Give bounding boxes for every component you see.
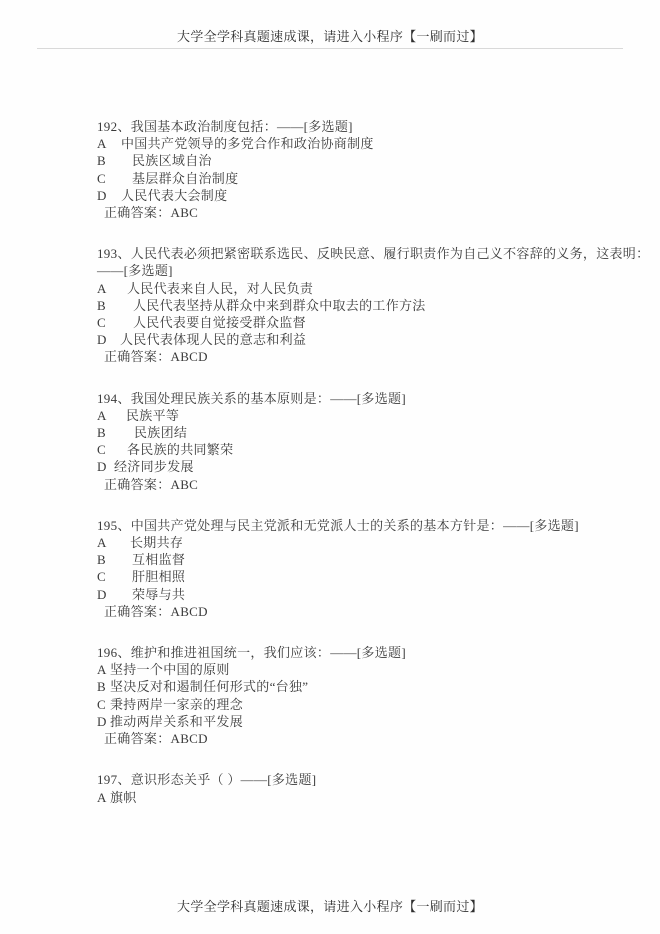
- answer-line: [97, 476, 630, 493]
- question-options: [97, 789, 630, 806]
- question-block: [97, 517, 630, 620]
- option-line: [97, 152, 630, 169]
- question-block: [97, 771, 630, 805]
- option-line: [97, 586, 630, 603]
- option-line: [97, 534, 630, 551]
- question-stem-line: 197、意识形态关乎（ ）——[多选题]: [97, 772, 317, 788]
- option-label: D: [97, 332, 107, 348]
- answer-value: ABCD: [170, 349, 208, 365]
- option-label: C: [97, 569, 106, 585]
- option-label: A: [97, 407, 107, 423]
- option-label: D: [97, 586, 107, 602]
- question-block: [97, 390, 630, 493]
- option-line: [97, 424, 630, 441]
- option-label: B: [97, 425, 106, 441]
- question-stem: [97, 644, 630, 661]
- option-line: [97, 458, 630, 475]
- option-text: 长期共存: [130, 535, 184, 551]
- option-label: B: [97, 153, 106, 169]
- option-line: [97, 135, 630, 152]
- option-label: D: [97, 713, 107, 729]
- option-text: 互相监督: [132, 552, 186, 568]
- option-text: 旗帜: [110, 789, 137, 805]
- promo-text-bottom: 大学全学科真题速成课，请进入小程序【一刷而过】: [177, 899, 483, 914]
- option-line: [97, 280, 630, 297]
- option-line: [97, 661, 630, 678]
- question-stem: [97, 517, 630, 534]
- option-text: 基层群众自治制度: [132, 170, 239, 186]
- option-text: 中国共产党领导的多党合作和政治协商制度: [121, 136, 374, 152]
- option-label: B: [97, 679, 106, 695]
- question-block: [97, 118, 630, 221]
- option-label: C: [97, 442, 106, 458]
- option-line: [97, 696, 630, 713]
- option-label: A: [97, 280, 107, 296]
- answer-label: 正确答案：: [104, 205, 171, 221]
- option-label: A: [97, 789, 107, 805]
- option-text: 人民代表坚持从群众中来到群众中取去的工作方法: [133, 297, 426, 313]
- answer-value: ABC: [170, 205, 199, 221]
- option-line: [97, 170, 630, 187]
- option-line: [97, 713, 630, 730]
- option-line: [97, 789, 630, 806]
- question-stem-line: 192、我国基本政治制度包括：——[多选题]: [97, 119, 353, 134]
- answer-value: ABCD: [170, 603, 208, 619]
- option-line: [97, 314, 630, 331]
- question-options: [97, 280, 630, 349]
- answer-line: [97, 348, 630, 365]
- question-stem-line: 195、中国共产党处理与民主党派和无党派人士的关系的基本方针是：——[多选题]: [97, 517, 579, 533]
- option-line: [97, 187, 630, 204]
- option-text: 肝胆相照: [132, 569, 186, 585]
- answer-value: ABCD: [170, 731, 208, 747]
- option-label: A: [97, 535, 107, 551]
- option-text: 各民族的共同繁荣: [127, 442, 234, 458]
- footer-banner: [0, 899, 660, 915]
- option-line: [97, 551, 630, 568]
- option-line: [97, 568, 630, 585]
- option-label: D: [97, 459, 107, 475]
- option-line: [97, 297, 630, 314]
- option-text: 秉持两岸一家亲的理念: [110, 696, 244, 712]
- option-label: C: [97, 696, 106, 712]
- question-stem: [97, 118, 630, 135]
- question-block: [97, 644, 630, 747]
- question-block: [97, 245, 650, 365]
- answer-label: 正确答案：: [104, 603, 171, 619]
- option-text: 民族平等: [126, 407, 180, 423]
- answer-value: ABC: [170, 476, 199, 492]
- option-text: 坚持一个中国的原则: [110, 662, 230, 678]
- answer-label: 正确答案：: [104, 349, 171, 365]
- answer-line: [97, 730, 630, 747]
- questions-list: [97, 49, 650, 806]
- option-label: A: [97, 662, 107, 678]
- option-label: B: [97, 297, 106, 313]
- question-options: [97, 135, 630, 204]
- answer-line: [97, 204, 630, 221]
- option-text: 人民代表大会制度: [121, 187, 228, 203]
- option-label: C: [97, 170, 106, 186]
- option-text: 人民代表要自觉接受群众监督: [133, 315, 306, 331]
- header-banner: [0, 0, 660, 45]
- option-text: 人民代表来自人民，对人民负责: [127, 280, 314, 296]
- option-line: [97, 441, 630, 458]
- answer-line: [97, 603, 630, 620]
- option-text: 人民代表体现人民的意志和利益: [120, 332, 307, 348]
- option-text: 经济同步发展: [114, 459, 194, 475]
- question-options: [97, 534, 630, 603]
- question-options: [97, 407, 630, 476]
- option-text: 推动两岸关系和平发展: [110, 713, 244, 729]
- promo-text-top: 大学全学科真题速成课，请进入小程序【一刷而过】: [177, 29, 483, 44]
- question-stem: [97, 771, 630, 788]
- question-stem-line: 194、我国处理民族关系的基本原则是：——[多选题]: [97, 390, 406, 406]
- answer-label: 正确答案：: [104, 731, 171, 747]
- option-line: [97, 331, 630, 348]
- option-label: D: [97, 187, 107, 203]
- option-label: B: [97, 552, 106, 568]
- question-stem: [97, 245, 650, 279]
- option-text: 坚决反对和遏制任何形式的“台独”: [110, 679, 309, 695]
- option-label: A: [97, 136, 107, 152]
- option-text: 荣辱与共: [132, 586, 186, 602]
- answer-label: 正确答案：: [104, 476, 171, 492]
- option-line: [97, 407, 630, 424]
- question-stem-line: 196、维护和推进祖国统一，我们应该：——[多选题]: [97, 645, 406, 661]
- question-stem-line: ——[多选题]: [97, 263, 173, 279]
- option-text: 民族区域自治: [132, 153, 212, 169]
- question-options: [97, 661, 630, 730]
- question-stem: [97, 390, 630, 407]
- question-stem-line: 193、人民代表必须把紧密联系选民、反映民意、履行职责作为自己义不容辞的义务，这表明：: [97, 246, 650, 262]
- option-label: C: [97, 315, 106, 331]
- option-line: [97, 678, 630, 695]
- option-text: 民族团结: [134, 425, 188, 441]
